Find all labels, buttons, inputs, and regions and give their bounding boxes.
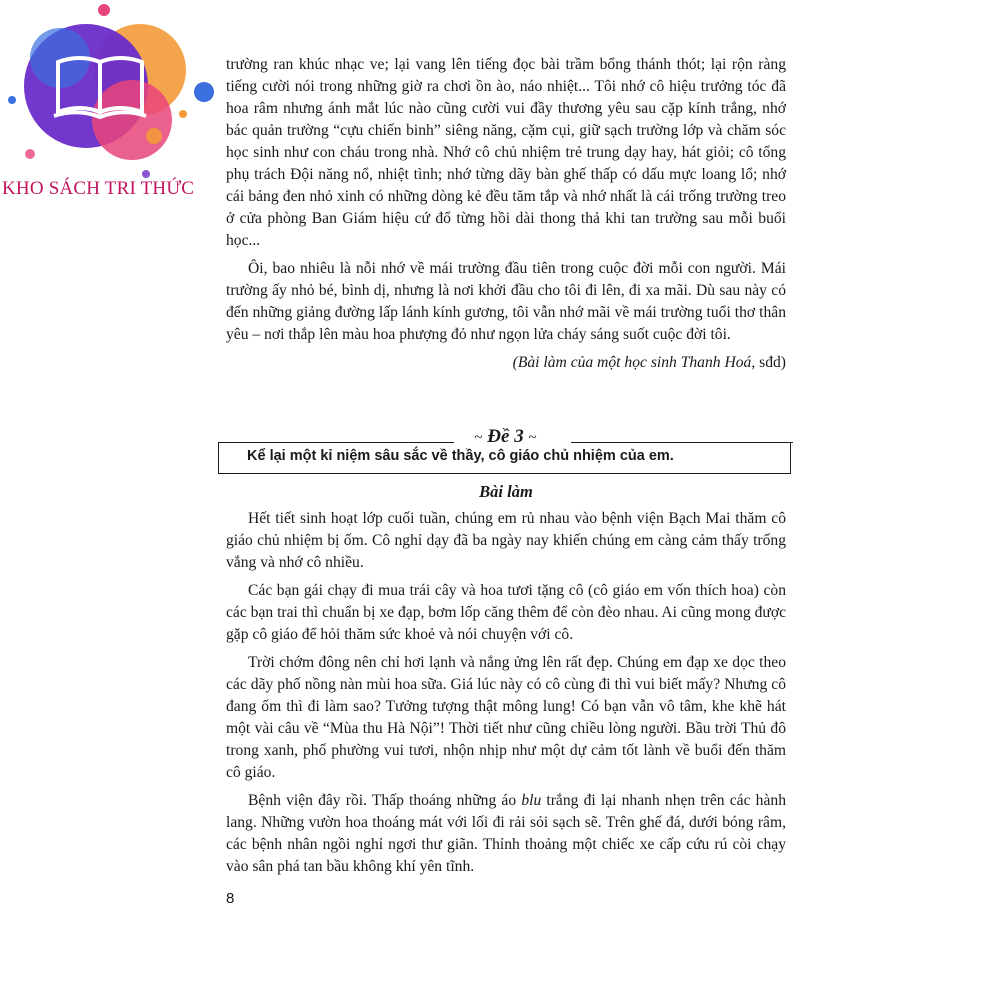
essay-text: trắng đi lại nhanh nhẹn trên các hành lang. Những vườn hoa thoáng mát với lối đi rải sỏi sạch sẽ. Trên ghế đá, dưới bóng râm, các bệnh nhân ngồi nghỉ ngơi thư giãn. Thỉnh thoảng một chiếc xe cấp cứu rú còi chạy vào sân phá tan bầu không khí yên tĩnh. [226, 792, 786, 875]
essay-paragraph: Hết tiết sinh hoạt lớp cuối tuần, chúng em rủ nhau vào bệnh viện Bạch Mai thăm cô giáo chủ nhiệm bị ốm. Cô nghỉ dạy đã ba ngày nay khiến chúng em càng cảm thấy trống vắng và nhớ cô nhiều. [226, 510, 786, 571]
essay-paragraph: Các bạn gái chạy đi mua trái cây và hoa tươi tặng cô (cô giáo em vốn thích hoa) còn các bạn trai thì chuẩn bị xe đạp, bơm lốp căng thêm để còn đèo nhau. Ai cũng mong được gặp cô giáo để hỏi thăm sức khoẻ và nói chuyện với cô. [226, 582, 786, 643]
ornament-right-icon: ~ [528, 430, 537, 446]
essay-paragraph [226, 790, 786, 878]
brand-name: KHO SÁCH TRI THỨC [2, 178, 195, 199]
open-book-icon [0, 0, 230, 180]
bailam-title: Bài làm [479, 482, 533, 501]
brand-logo [0, 0, 230, 210]
article-paragraph: Ôi, bao nhiêu là nỗi nhớ về mái trường đầu tiên trong cuộc đời mỗi con người. Mái trường ấy nhỏ bé, bình dị, nhưng là nơi khởi đầu cho tôi đi lên, đi xa mãi. Dù sau này có đến những giảng đường lấp lánh kính gương, tôi vẫn nhớ mãi về mái trường tuổi thơ thân yêu – nơi thắp lên màu hoa phượng đỏ như ngọn lửa cháy sáng suốt cuộc đời tôi. [226, 260, 786, 343]
prompt-text: Kể lại một kỉ niệm sâu sắc về thầy, cô giáo chủ nhiệm của em. [247, 448, 674, 464]
section-title-text: Đề 3 [487, 426, 524, 447]
page-number: 8 [226, 890, 235, 907]
article-paragraph: trường ran khúc nhạc ve; lại vang lên tiếng đọc bài trầm bổng thánh thót; lại rộn ràng tiếng cười nói trong những giờ ra chơi ồn ào, náo nhiệt... Tôi nhớ cô hiệu trưởng tóc đã hoa râm nhưng ánh mắt lúc nào cũng cười vui đầy thương yêu sau cặp kính trắng, nhớ bác quản trường “cựu chiến binh” siêng năng, cặm cụi, giữ sạch trường lớp và chăm sóc học sinh như con cháu trong nhà. Nhớ cô chủ nhiệm trẻ trung dạy hay, hát giỏi; cô tổng phụ trách Đội năng nổ, nhiệt tình; nhớ từng dãy bàn ghế thấp có dấu mực loang lổ; nhớ cái bảng đen nhỏ xinh có những dòng kẻ đều tăm tắp và nhớ nhất là cái trống trường treo ở cửa phòng Ban Giám hiệu cứ đổ từng hồi dài thong thả khi tan trường sau mỗi buổi học... [226, 56, 786, 249]
prompt-box [218, 442, 791, 474]
essay-italic-word: blu [521, 792, 542, 809]
source-italic: (Bài làm của một học sinh Thanh Hoá [512, 354, 752, 371]
source-plain: , sđd) [751, 354, 786, 371]
essay-text: Bệnh viện đây rồi. Thấp thoáng những áo [248, 792, 522, 809]
article-top [226, 54, 786, 380]
essay-paragraph: Trời chớm đông nên chỉ hơi lạnh và nắng ửng lên rất đẹp. Chúng em đạp xe dọc theo các dãy phố nồng nàn mùi hoa sữa. Giá lúc này có cô cùng đi thì vui biết mấy? Nhưng cô đang ốm thì đi làm sao? Tưởng tượng thật mông lung! Có bạn vẫn vô tâm, khe khẽ hát một vài câu về “Mùa thu Hà Nội”! Thời tiết như cũng chiều lòng người. Bầu trời Thủ đô trong xanh, phố phường vui tươi, nhộn nhịp như một dự cảm tốt lành về buổi đến thăm cô giáo. [226, 654, 786, 781]
essay-body [226, 508, 786, 884]
article-source [226, 352, 786, 374]
ornament-left-icon: ~ [474, 430, 483, 446]
